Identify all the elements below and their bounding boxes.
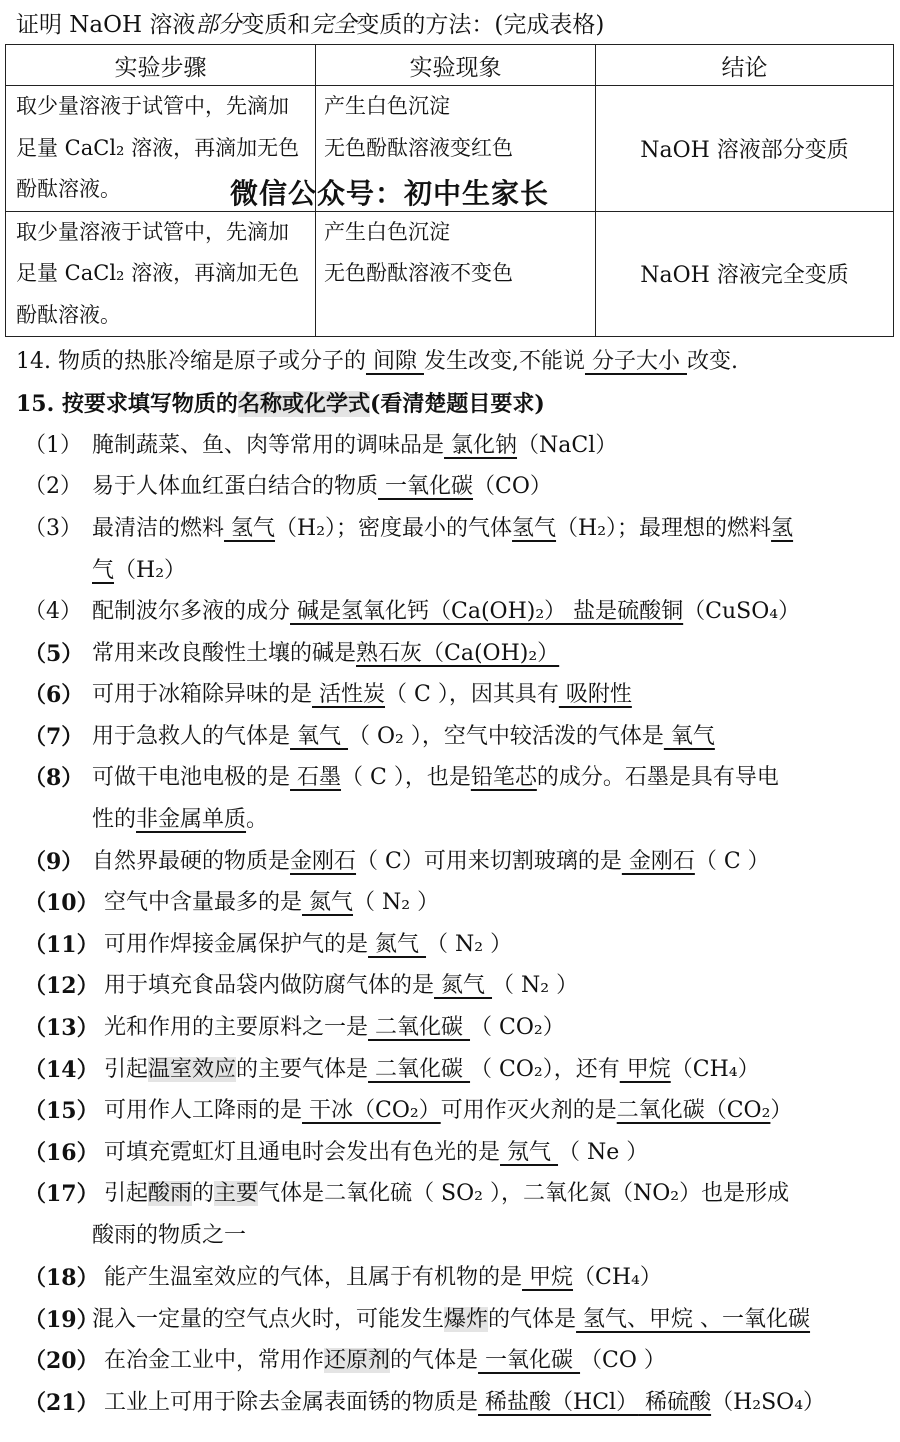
item-10 — [104, 883, 439, 923]
item-answer: 氧气 — [663, 724, 715, 749]
item-text: 可用于冰箱除异味的是 — [92, 682, 313, 707]
item-answer: 氯化钠 — [444, 433, 518, 458]
item-answer: 二氧化碳 — [368, 1057, 471, 1082]
table-header-row — [6, 45, 894, 86]
item-highlight: 温室效应 — [148, 1057, 237, 1082]
step-line: 取少量溶液于试管中，先滴加 — [16, 94, 289, 118]
item-text: 在冶金工业中，常用作 — [104, 1348, 325, 1373]
item-answer: 氮气 — [302, 890, 354, 915]
item-text: （H₂）；密度最小的气体 — [275, 516, 513, 541]
item-text: 的气体是 — [390, 1348, 479, 1373]
item-number: （18） — [24, 1265, 99, 1291]
phenomena-line: 无色酚酞溶液不变色 — [324, 261, 513, 285]
item-19 — [92, 1300, 810, 1340]
item-highlight: 主要 — [214, 1181, 259, 1206]
item-answer: 二氧化碳 — [368, 1015, 471, 1040]
item-highlight: 还原剂 — [324, 1348, 391, 1373]
item-text: 可填充霓虹灯且通电时会发出有色光的是 — [104, 1140, 501, 1165]
item-highlight: 酸雨 — [148, 1181, 193, 1206]
q14-text: 14. 物质的热胀冷缩是原子或分子的 — [16, 349, 366, 374]
item-answer: 氧气 — [290, 724, 349, 749]
item-formula: （CO ） — [580, 1348, 666, 1373]
item-8 — [92, 758, 779, 798]
item-15 — [104, 1091, 792, 1131]
item-21 — [104, 1383, 825, 1423]
item-answer: 金刚石 — [621, 849, 695, 874]
item-text: 可用作灭火剂的是 — [440, 1098, 617, 1123]
item-number: （17） — [24, 1181, 99, 1207]
item-formula: （ N₂ ） — [426, 932, 513, 957]
phenomena-line: 无色酚酞溶液变红色 — [324, 135, 513, 160]
item-4 — [92, 592, 800, 632]
item-16 — [104, 1133, 648, 1173]
item-9 — [92, 842, 770, 882]
step-line: 酚酞溶液。 — [16, 302, 121, 327]
title-part: 变质的方法：(完成表格) — [356, 12, 605, 38]
step-line: 取少量溶液于试管中，先滴加 — [16, 219, 289, 244]
item-text: 最清洁的燃料 — [92, 516, 225, 541]
item-3-continued — [92, 551, 186, 591]
item-formula: （ N₂ ） — [492, 973, 579, 998]
item-formula: （ C ） — [694, 849, 770, 874]
item-17 — [104, 1174, 789, 1214]
item-answer: 活性炭 — [312, 682, 386, 707]
q15-text: 15. 按要求填写物质的 — [16, 391, 238, 417]
header-steps: 实验步骤 — [6, 45, 316, 86]
item-formula: （CuSO₄） — [683, 599, 801, 624]
item-number: （11） — [24, 932, 99, 958]
phenomena-cell — [316, 211, 596, 337]
item-text: 用于填充食品袋内做防腐气体的是 — [104, 973, 435, 998]
item-answer: 氢气 — [512, 516, 557, 541]
phenomena-line: 产生白色沉淀 — [324, 94, 450, 118]
item-answer: 金刚石 — [290, 849, 357, 874]
item-5 — [92, 634, 559, 674]
item-answer: 氢气 — [224, 516, 276, 541]
item-formula: （CH₄） — [573, 1265, 662, 1290]
item-8-continued — [92, 800, 268, 840]
item-text: 可用作焊接金属保护气的是 — [104, 932, 369, 957]
item-number: （7） — [24, 724, 84, 750]
item-formula: （CO） — [473, 474, 552, 499]
step-line: 足量 CaCl₂ 溶液，再滴加无色 — [16, 135, 300, 160]
header-conclusion: 结论 — [596, 45, 894, 86]
item-number: （12） — [24, 973, 99, 999]
item-number: （2） — [24, 474, 82, 499]
item-text: 引起 — [104, 1057, 149, 1082]
item-text: （ C）可用来切割玻璃的是 — [356, 849, 622, 874]
phenomena-line: 产生白色沉淀 — [324, 219, 450, 244]
item-number: （6） — [24, 682, 84, 708]
item-answer: 吸附性 — [558, 682, 632, 707]
conclusion-cell: NaOH 溶液完全变质 — [596, 211, 894, 337]
item-answer: 氢气、甲烷 、一氧化碳 — [576, 1307, 811, 1332]
item-number: （9） — [24, 849, 84, 875]
item-number: （21） — [24, 1390, 99, 1416]
item-17-continued — [92, 1216, 246, 1256]
item-answer: 甲烷 — [619, 1057, 671, 1082]
item-answer: 熟石灰（Ca(OH)₂） — [356, 641, 560, 666]
item-text: 混入一定量的空气点火时，可能发生 — [92, 1307, 445, 1332]
header-phenomena: 实验现象 — [316, 45, 596, 86]
conclusion-cell: NaOH 溶液部分变质 — [596, 86, 894, 212]
item-text: 光和作用的主要原料之一是 — [104, 1015, 369, 1040]
item-formula: （H₂） — [114, 558, 187, 583]
question-14 — [16, 342, 738, 382]
item-highlight: 爆炸 — [444, 1307, 489, 1332]
step-line: 足量 CaCl₂ 溶液，再滴加无色 — [16, 261, 300, 285]
item-text: 配制波尔多液的成分 — [92, 599, 291, 624]
item-text: （ C ），也是 — [341, 765, 471, 790]
item-6 — [92, 675, 632, 715]
item-number: （5） — [24, 641, 84, 667]
item-text: 引起 — [104, 1181, 149, 1206]
title-part: 变质和 — [241, 12, 311, 38]
item-text: 性的 — [92, 807, 137, 832]
item-text: 自然界最硬的物质是 — [92, 849, 291, 874]
item-formula: （CH₄） — [670, 1057, 760, 1082]
item-text: 的主要气体是 — [236, 1057, 369, 1082]
item-answer: 石墨 — [290, 765, 342, 790]
item-text: 腌制蔬菜、鱼、肉等常用的调味品是 — [92, 433, 445, 458]
item-number: （14） — [24, 1057, 99, 1083]
item-12 — [104, 966, 578, 1006]
q15-text: (看清楚题目要求) — [369, 391, 545, 417]
item-number: （1） — [24, 433, 82, 458]
watermark-text: 微信公众号：初中生家长 — [230, 177, 550, 210]
item-text: 可做干电池电极的是 — [92, 765, 291, 790]
item-answer: 氢 — [771, 516, 794, 541]
item-number: （13） — [24, 1015, 99, 1041]
item-answer: 一氧化碳 — [478, 1348, 581, 1373]
item-11 — [104, 925, 512, 965]
item-answer: 非金属单质 — [136, 807, 247, 832]
item-answer: 碱是氢氧化钙（Ca(OH)₂） 盐是硫酸铜 — [290, 599, 684, 624]
item-text: 可用作人工降雨的是 — [104, 1098, 303, 1123]
item-number: （10） — [24, 890, 99, 916]
item-formula: （ N₂ ） — [353, 890, 440, 915]
item-answer: 甲烷 — [522, 1265, 574, 1290]
item-text: 工业上可用于除去金属表面锈的物质是 — [104, 1390, 479, 1415]
item-text: 易于人体血红蛋白结合的物质 — [92, 474, 379, 499]
q14-answer-gap: 间隙 — [365, 349, 424, 374]
item-14 — [104, 1050, 760, 1090]
step-line: 酚酞溶液。 — [16, 177, 121, 201]
item-answer: 氮气 — [368, 932, 427, 957]
item-answer: 干冰（CO₂） — [302, 1098, 441, 1123]
item-number: （20） — [24, 1348, 99, 1374]
item-answer: 稀盐酸（HCl） — [478, 1390, 639, 1415]
q15-highlight: 名称或化学式 — [237, 391, 370, 417]
item-answer: 铅笔芯 — [470, 765, 537, 790]
section-title — [16, 6, 604, 44]
item-1 — [92, 426, 617, 466]
item-formula: （H₂SO₄） — [711, 1390, 826, 1415]
item-text: ） — [770, 1098, 793, 1123]
item-text: 的气体是 — [488, 1307, 577, 1332]
item-answer: 氖气 — [500, 1140, 559, 1165]
q14-text: 发生改变,不能说 — [423, 349, 585, 374]
item-answer: 一氧化碳 — [378, 474, 474, 499]
item-text: 的成分。石墨是具有导电 — [536, 765, 779, 790]
item-answer: 稀硫酸 — [638, 1390, 712, 1415]
item-formula: （NaCl） — [517, 433, 618, 458]
item-formula: （ Ne ） — [558, 1140, 649, 1165]
question-15 — [16, 384, 545, 424]
item-text: 常用来改良酸性土壤的碱是 — [92, 641, 357, 666]
item-text: 的 — [192, 1181, 215, 1206]
item-13 — [104, 1008, 565, 1048]
item-text: 酸雨的物质之一 — [92, 1223, 247, 1248]
table-row — [6, 211, 894, 337]
q14-answer-size: 分子大小 — [584, 349, 687, 374]
item-text: 气体是二氧化硫（ SO₂ ），二氧化氮（NO₂）也是形成 — [258, 1181, 790, 1206]
item-3 — [92, 509, 793, 549]
item-text: （ O₂ ），空气中较活泼的气体是 — [348, 724, 664, 749]
item-number: （16） — [24, 1140, 99, 1166]
item-text: 空气中含量最多的是 — [104, 890, 303, 915]
item-number: （8） — [24, 765, 84, 791]
q14-text: 改变. — [686, 349, 738, 374]
item-text: （H₂）；最理想的燃料 — [556, 516, 772, 541]
item-text: 能产生温室效应的气体，且属于有机物的是 — [104, 1265, 523, 1290]
item-answer: 氮气 — [434, 973, 493, 998]
item-number: （15） — [24, 1098, 99, 1124]
item-18 — [104, 1258, 662, 1298]
item-number: （3） — [24, 516, 82, 541]
item-answer: 二氧化碳（CO₂ — [616, 1098, 771, 1123]
item-2 — [92, 467, 552, 507]
item-text: （ C ），因其具有 — [385, 682, 559, 707]
title-part: 证明 NaOH 溶液 — [16, 12, 196, 38]
step-cell — [6, 211, 316, 337]
item-text: 。 — [246, 807, 269, 832]
item-formula: （ CO₂） — [470, 1015, 565, 1040]
item-20 — [104, 1341, 666, 1381]
item-text: 用于急救人的气体是 — [92, 724, 291, 749]
item-number: （19） — [24, 1307, 99, 1333]
item-number: （4） — [24, 599, 82, 624]
title-emphasis-partial: 部分 — [195, 12, 242, 38]
item-answer: 气 — [92, 558, 115, 583]
item-7 — [92, 717, 715, 757]
item-text: （ CO₂），还有 — [470, 1057, 620, 1082]
title-emphasis-complete: 完全 — [310, 12, 357, 38]
